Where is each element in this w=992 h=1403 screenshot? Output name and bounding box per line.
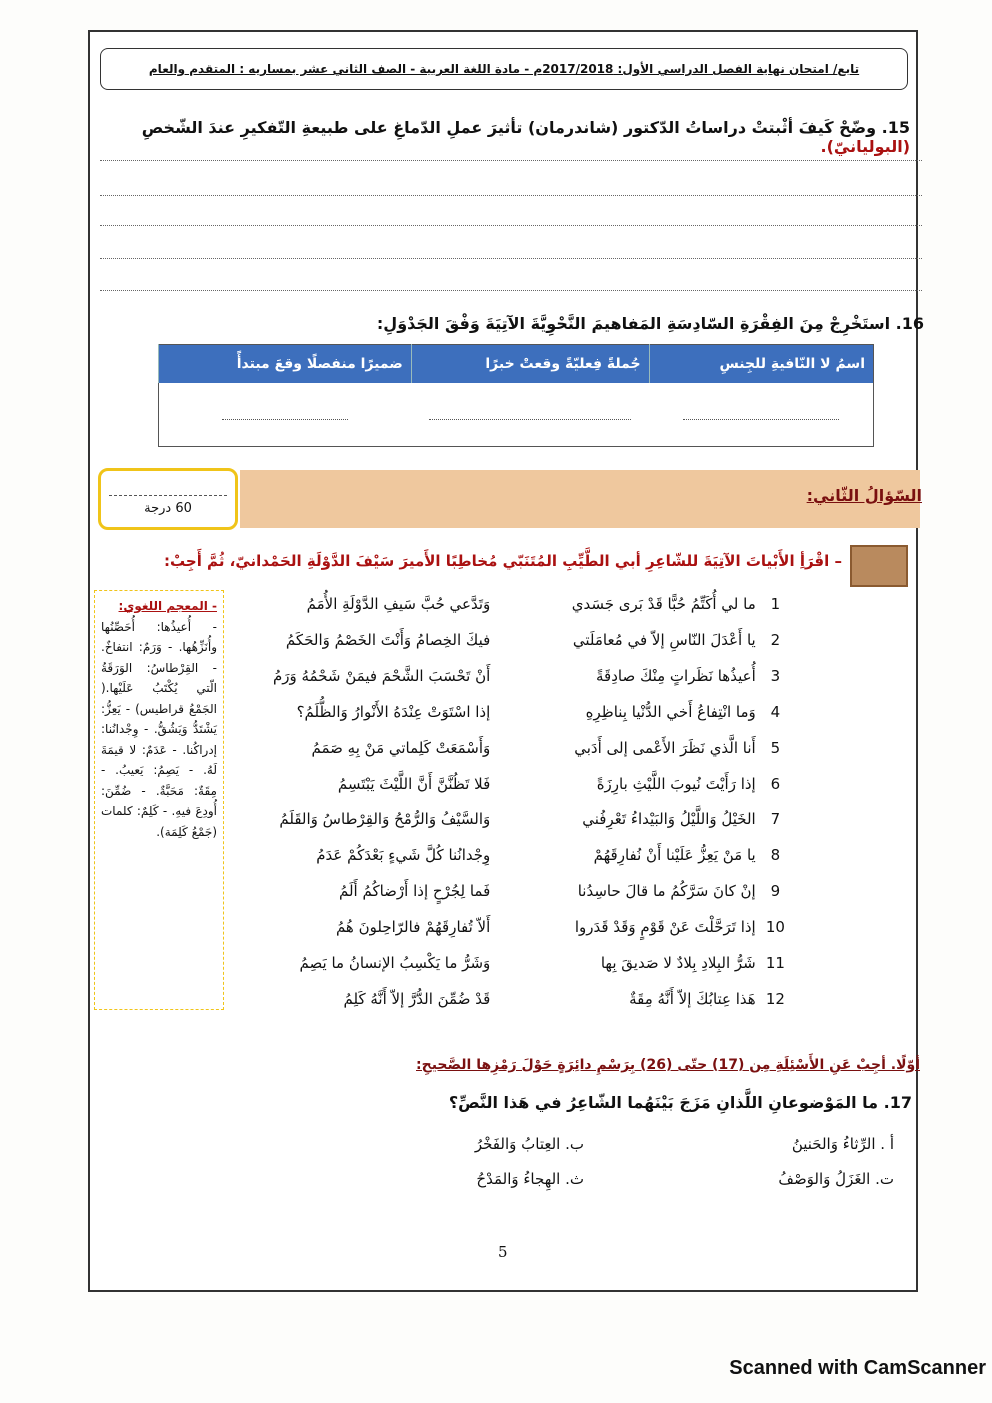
verse-second-hemistich: فيكَ الخِصامُ وَأَنْتَ الخَصْمُ وَالحَكَمُ — [285, 630, 491, 649]
verse-number: 5 — [770, 738, 781, 757]
score-box: 60 درجة — [98, 468, 238, 530]
table-header: ضميرًا منفصلًا وقعَ مبتدأً — [159, 345, 412, 383]
verse-row — [235, 769, 795, 799]
verse-second-hemistich: وَشَرُّ ما يَكْسِبُ الإنسانُ ما يَصِمُ — [299, 954, 491, 972]
camscanner-watermark: Scanned with CamScanner — [729, 1357, 986, 1379]
verse-number: 10 — [765, 918, 785, 937]
verse-first-hemistich: أُعيذُها نَظَراتٍ مِنْكَ صادِقَةً — [595, 666, 756, 685]
part-a-instruction: أوّلًا. أجِبْ عَنِ الأَسْئِلَةِ مِن (17) حتّى (26) بِرَسْمِ دائِرَةٍ حَوْلَ رَمْزِها الصَّحيحِ: — [416, 1057, 920, 1073]
verse-second-hemistich: وَالسَّيْفُ وَالرُّمْحُ وَالقِرْطاسُ وَالقَلَمُ — [279, 810, 491, 829]
verse-first-hemistich: شَرُّ البِلادِ بِلادٌ لا صَديقَ بِها — [600, 954, 756, 972]
glossary-box — [94, 590, 224, 1010]
verse-row — [235, 697, 795, 727]
verse-number: 6 — [770, 774, 781, 793]
verse-second-hemistich: فَما لِجُرْحٍ إذا أَرْضاكُمُ أَلَمُ — [339, 882, 491, 901]
verse-first-hemistich: إذا رَأَيْتَ نُيوبَ اللَّيْثِ بارِزَةً — [596, 774, 756, 793]
verse-row — [235, 948, 795, 978]
verse-first-hemistich: يا مَنْ يَعِزُّ عَلَيْنا أَنْ نُفارِقَهُمْ — [593, 846, 756, 865]
verse-first-hemistich: ما لي أُكَتِّمُ حُبًّا قَدْ بَرى جَسَدي — [571, 595, 756, 613]
answer-line[interactable] — [100, 195, 922, 196]
verse-number: 4 — [770, 702, 781, 721]
verse-number: 12 — [765, 989, 785, 1008]
verse-second-hemistich: وَتَدَّعي حُبَّ سَيفِ الدَّوْلَةِ الأُمَمُ — [306, 595, 491, 613]
answer-cell[interactable] — [649, 383, 873, 447]
option-a[interactable]: أ . الرِّثاءُ وَالحَنينُ — [791, 1135, 894, 1153]
verse-row — [235, 589, 795, 619]
verse-row — [235, 625, 795, 655]
q17-text: ما المَوْضوعانِ اللَّذانِ مَزَجَ بَيْنَهُما الشّاعِرُ في هَذا النَّصِّ؟ — [448, 1093, 879, 1112]
verse-first-hemistich: الخَيْلُ وَاللَّيْلُ وَالبَيْداءُ تَعْرِفُني — [582, 810, 756, 829]
answer-line[interactable] — [100, 290, 922, 291]
q15-text: وضّحْ كَيفَ أثْبتتْ دراساتُ الدّكتور (شاندرمان) تأثيرَ عملِ الدّماغِ على طبيعةِ التّفكيرِ عندَ الشّخصِ — [141, 118, 877, 137]
q16-text: استَخْرِجْ مِنَ الفِقْرَةِ السّادِسَةِ المَفاهيمَ النَّحْوِيَّةَ الآتِيَةَ وَفْقَ الجَدْوَلِ: — [376, 314, 891, 333]
reading-hand-icon — [850, 545, 908, 587]
verse-number: 2 — [770, 630, 781, 649]
verse-number: 1 — [770, 595, 781, 613]
option-c[interactable]: ت. الغَزَلُ وَالوَصْفُ — [778, 1170, 894, 1188]
verse-number: 8 — [770, 846, 781, 865]
verse-row — [235, 733, 795, 763]
verse-number: 7 — [770, 810, 781, 829]
verse-first-hemistich: هَذا عِتابُكَ إلاّ أَنَّهُ مِقَةٌ — [629, 989, 756, 1008]
verse-second-hemistich: وِجْدانُنا كُلَّ شَيءٍ بَعْدَكُمْ عَدَمُ — [316, 846, 491, 865]
verse-row — [235, 661, 795, 691]
verse-number: 11 — [765, 954, 785, 972]
answer-line[interactable] — [100, 258, 922, 259]
verse-row — [235, 876, 795, 906]
verse-second-hemistich: فَلا تَظُنَّنَّ أَنَّ اللَّيْثَ يَبْتَسِمُ — [337, 774, 491, 793]
q17-number: 17. — [883, 1093, 912, 1112]
verse-number: 3 — [770, 666, 781, 685]
verse-second-hemistich: قَدْ ضُمِّنَ الدُّرَّ إلاّ أَنَّهُ كَلِمُ — [343, 989, 491, 1008]
verse-second-hemistich: أَلاّ تُفارِقَهُمْ فالرّاحِلونَ هُمُ — [335, 918, 491, 937]
table-header: اسمُ لا النّافيةِ للجِنسِ — [649, 345, 873, 383]
verse-number: 9 — [770, 882, 781, 901]
q15-highlight: (البوليانيّ). — [820, 137, 910, 156]
verse-row — [235, 912, 795, 942]
answer-line[interactable] — [100, 160, 922, 161]
answer-cell[interactable] — [411, 383, 649, 447]
glossary-body: - أُعيذُها: أُحَصِّنُها وأُنَزِّهُها. - وَرَمٌ: انتفاخٌ. - القِرْطاسُ: الوَرَقَةُ الّتي يُكْتَبُ عَلَيْها.( الجَمْعُ قراطيس) - يَعِزُّ: يَشْتَدُّ وَيَشُقُّ. - وِجْدانُنا: إدراكُنا. - عَدَمٌ: لا قيمَةَ لَهُ. - يَصِمُ: يَعيبُ. - مِقَةٌ: مَحَبَّةٌ. - ضُمِّنَ: أُودِعَ فيهِ. - كَلِمٌ: كلمات (جَمْعُ كَلِمَة). — [101, 619, 217, 839]
verse-second-hemistich: أَنْ تَحْسَبَ الشَّحْمَ فيمَنْ شَحْمُهُ وَرَمُ — [272, 666, 491, 685]
concepts-table — [158, 344, 874, 447]
verse-second-hemistich: وَأَسْمَعَتْ كَلِماتي مَنْ بِهِ صَمَمُ — [311, 738, 491, 757]
verse-first-hemistich: إذا تَرَحَّلْتَ عَنْ قَوْمٍ وَقَدْ قَدَروا — [574, 918, 756, 937]
option-d[interactable]: ث. الهِجاءُ وَالمَدْحُ — [476, 1170, 584, 1188]
exam-header: تابع/ امتحان نهاية الفصل الدراسي الأول: 2017/2018م - مادة اللغة العربية - الصف الثاني عشر بمساريه : المتقدم والعام — [100, 48, 908, 90]
question-17 — [212, 1093, 912, 1112]
answer-cell[interactable] — [159, 383, 412, 447]
answer-line[interactable] — [100, 225, 922, 226]
verse-first-hemistich: أَنا الَّذي نَظَرَ الأَعْمى إلى أَدَبي — [574, 738, 756, 757]
section-title: السّؤالُ الثّاني: — [806, 486, 922, 505]
q16-number: 16. — [895, 314, 924, 333]
option-b[interactable]: ب. العِتابُ وَالفَخْرُ — [474, 1135, 584, 1153]
verse-second-hemistich: إذا اسْتَوَتْ عِنْدَهُ الأَنْوارُ وَالظُّلَمُ؟ — [296, 702, 491, 721]
verse-first-hemistich: إنْ كانَ سَرَّكُمُ ما قالَ حاسِدُنا — [577, 882, 756, 901]
glossary-title: - المعجم اللغوي: — [118, 599, 217, 613]
verse-row — [235, 984, 795, 1014]
verse-first-hemistich: وَما انْتِفاعُ أَخي الدُّنْيا بِناظِرِهِ — [585, 702, 756, 721]
verse-row — [235, 804, 795, 834]
verse-row — [235, 840, 795, 870]
verse-first-hemistich: يا أَعْدَلَ النّاسِ إلاّ في مُعامَلَتي — [572, 630, 756, 649]
question-15 — [90, 118, 910, 156]
page-number: 5 — [498, 1243, 508, 1261]
question-16 — [124, 314, 924, 333]
table-header: جُملةً فِعليّةً وقعتْ خبرًا — [411, 345, 649, 383]
poem-instruction: – اقْرَأِ الأَبْياتَ الآتِيَةَ للشّاعِرِ أبي الطَّيِّبِ المُتَنَبّي مُخاطِبًا الأَميرَ سَيْفَ الدَّوْلَةِ الحَمْدانيّ، ثُمَّ أَجِبْ: — [164, 552, 842, 570]
q15-number: 15. — [881, 118, 910, 137]
